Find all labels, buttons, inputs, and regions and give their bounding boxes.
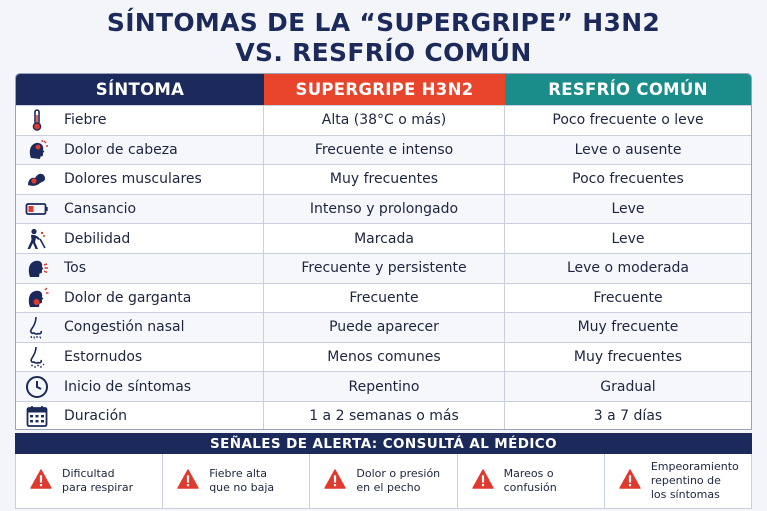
sneeze-icon [24,345,50,369]
sore-throat-icon [24,286,50,310]
symptom-cell [16,136,264,165]
alert-item [310,454,457,508]
symptom-label: Cansancio [64,201,137,218]
header-flu: SUPERGRIPE H3N2 [264,74,505,105]
alert-text: Mareos o confusión [503,467,557,494]
flu-cell: Frecuente y persistente [264,254,505,283]
cold-cell: Gradual [600,378,656,395]
cold-cell: Muy frecuentes [573,349,683,366]
warning-icon [177,469,209,493]
symptom-cell [16,195,264,224]
symptom-cell [16,254,264,283]
table-header [16,74,751,105]
cold-cell: 3 a 7 días [593,408,663,425]
header-symptom: SÍNTOMA [16,74,264,105]
symptom-cell [16,343,264,372]
flu-cell: Muy frecuentes [264,165,505,194]
clock-icon [24,375,50,399]
flu-cell: Intenso y prolongado [264,195,505,224]
cough-icon [24,256,50,280]
symptom-label: Estornudos [64,349,143,366]
symptom-cell [16,165,264,194]
table-row [16,164,751,194]
flu-cell: Marcada [264,224,505,253]
flu-cell: Puede aparecer [264,313,505,342]
alert-item [458,454,605,508]
cold-cell: Leve [611,201,645,218]
table-row [16,342,751,372]
symptom-cell [16,284,264,313]
table-row [16,105,751,135]
symptom-label: Dolor de cabeza [64,141,178,158]
table-row [16,312,751,342]
table-row [16,223,751,253]
alert-text: Dolor o presión en el pecho [356,467,441,494]
comparison-table [15,73,752,430]
cold-cell: Leve o ausente [574,141,682,158]
cold-cell: Frecuente [593,289,663,306]
symptom-label: Duración [64,408,128,425]
headache-icon [24,138,50,162]
warning-icon [30,469,62,493]
symptom-label: Fiebre [64,112,107,129]
symptom-label: Debilidad [64,230,131,247]
cold-cell: Leve [611,230,645,247]
flu-cell: Frecuente [264,284,505,313]
table-row [16,194,751,224]
symptom-label: Dolor de garganta [64,289,192,306]
flu-cell: 1 a 2 semanas o más [264,402,505,430]
cold-cell: Poco frecuentes [572,171,684,188]
table-body [16,105,751,430]
table-row [16,401,751,430]
alert-title: SEÑALES DE ALERTA: CONSULTÁ AL MÉDICO [15,433,752,454]
cold-cell: Poco frecuente o leve [552,112,704,129]
thermometer-icon [24,108,50,132]
alert-text: Fiebre alta que no baja [209,467,275,494]
flu-cell: Repentino [264,372,505,401]
symptom-label: Tos [64,260,87,277]
table-row [16,253,751,283]
symptom-label: Dolores musculares [64,171,202,188]
flu-cell: Alta (38°C o más) [264,106,505,135]
warning-icon [619,469,651,493]
flu-cell: Frecuente e intenso [264,136,505,165]
alert-text: Dificultad para respirar [62,467,134,494]
alert-list [15,454,752,509]
symptom-cell [16,402,264,430]
title-line-2: VS. RESFRÍO COMÚN [235,38,532,67]
table-row [16,283,751,313]
flu-cell: Menos comunes [264,343,505,372]
alert-item [163,454,310,508]
warning-icon [472,469,504,493]
cold-cell: Muy frecuente [577,319,679,336]
symptom-cell [16,313,264,342]
symptom-cell [16,372,264,401]
header-cold: RESFRÍO COMÚN [505,74,751,105]
warning-icon [324,469,356,493]
table-row [16,135,751,165]
symptom-cell [16,106,264,135]
symptom-cell [16,224,264,253]
title-line-1: SÍNTOMAS DE LA “SUPERGRIPE” H3N2 [106,8,661,37]
alert-item [16,454,163,508]
weak-person-icon [24,227,50,251]
alert-item [605,454,751,508]
cold-cell: Leve o moderada [566,260,690,277]
page-title [0,8,767,68]
symptom-label: Congestión nasal [64,319,185,336]
calendar-icon [24,404,50,428]
low-battery-icon [24,197,50,221]
muscle-pain-icon [24,167,50,191]
table-row [16,371,751,401]
nose-icon [24,315,50,339]
alert-text: Empeoramiento repentino de los síntomas [650,460,739,501]
symptom-label: Inicio de síntomas [64,378,192,395]
